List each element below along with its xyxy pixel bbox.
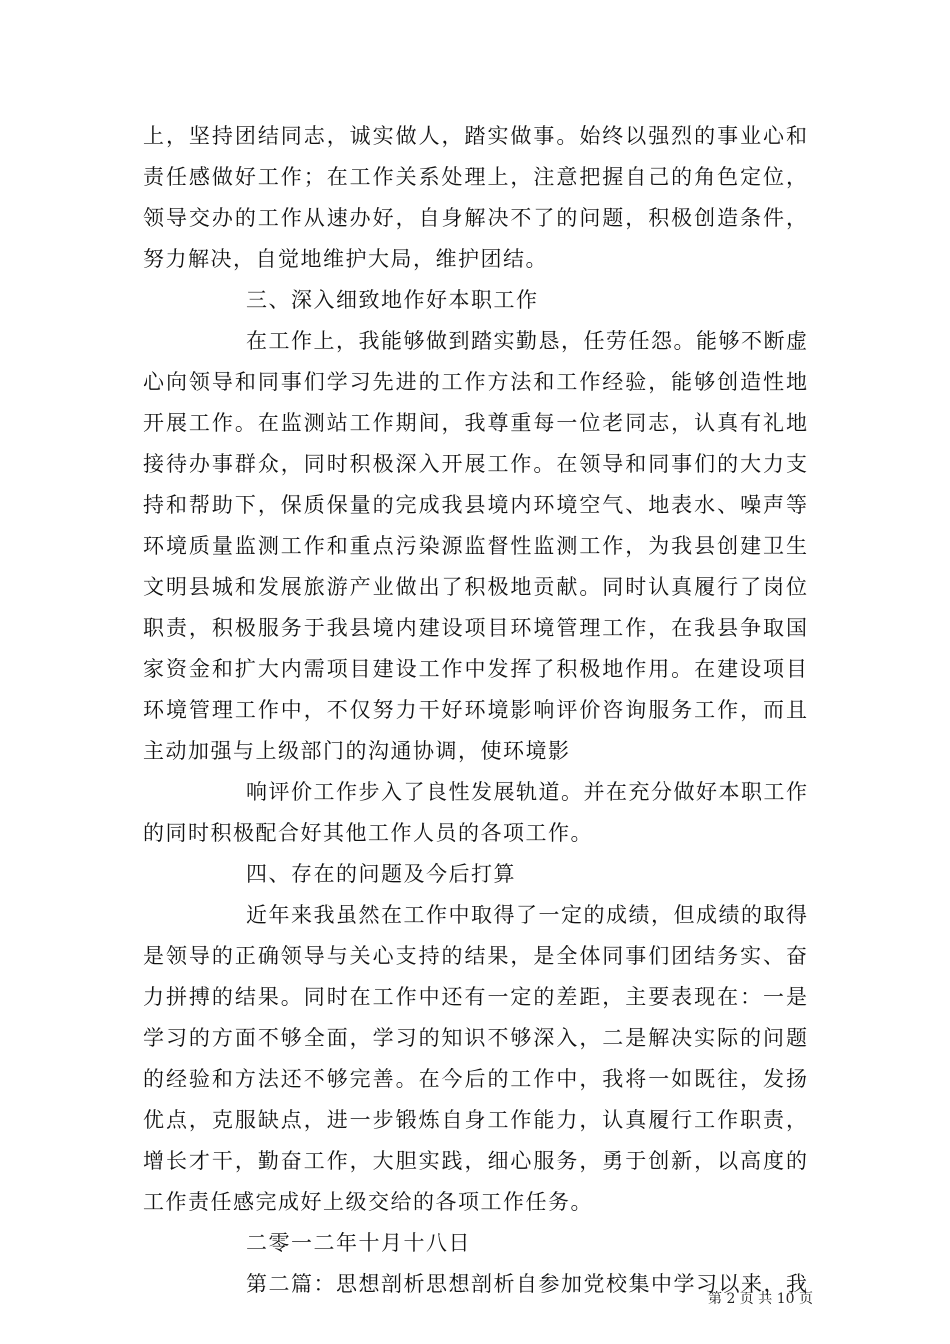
body-text-line: 工作责任感完成好上级交给的各项工作任务。 xyxy=(143,1190,593,1214)
body-text-line: 学习的方面不够全面，学习的知识不够深入，二是解决实际的问题 xyxy=(143,1026,807,1050)
section-heading-4: 四、存在的问题及今后打算 xyxy=(246,862,516,886)
body-text-line: 主动加强与上级部门的沟通协调，使环境影 xyxy=(143,739,571,763)
body-text-line: 力拼搏的结果。同时在工作中还有一定的差距，主要表现在：一是 xyxy=(143,985,807,1009)
body-text-line: 增长才干，勤奋工作，大胆实践，细心服务，勇于创新，以高度的 xyxy=(143,1149,807,1173)
section-heading-3: 三、深入细致地作好本职工作 xyxy=(246,288,539,312)
body-text-line: 的同时积极配合好其他工作人员的各项工作。 xyxy=(143,821,593,845)
body-text-line: 接待办事群众，同时积极深入开展工作。在领导和同事们的大力支 xyxy=(143,452,807,476)
page-number: 第 2 页 共 10 页 xyxy=(708,1291,813,1307)
body-text-line: 领导交办的工作从速办好，自身解决不了的问题，积极创造条件， xyxy=(143,206,807,230)
body-text-line: 优点，克服缺点，进一步锻炼自身工作能力，认真履行工作职责， xyxy=(143,1108,807,1132)
body-text-line: 在工作上，我能够做到踏实勤恳，任劳任怨。能够不断虚 xyxy=(246,329,807,353)
body-text-line: 上，坚持团结同志，诚实做人，踏实做事。始终以强烈的事业心和 xyxy=(143,124,807,148)
body-text-line: 家资金和扩大内需项目建设工作中发挥了积极地作用。在建设项目 xyxy=(143,657,807,681)
next-article-title: 第二篇：思想剖析思想剖析自参加党校集中学习以来，我 xyxy=(246,1272,807,1296)
body-text-line: 环境管理工作中，不仅努力干好环境影响评价咨询服务工作，而且 xyxy=(143,698,807,722)
body-text-line: 心向领导和同事们学习先进的工作方法和工作经验，能够创造性地 xyxy=(143,370,807,394)
body-text-line: 努力解决，自觉地维护大局，维护团结。 xyxy=(143,247,548,271)
body-text-line: 持和帮助下，保质保量的完成我县境内环境空气、地表水、噪声等 xyxy=(143,493,807,517)
body-text-line: 责任感做好工作；在工作关系处理上，注意把握自己的角色定位， xyxy=(143,165,807,189)
body-text-line: 职责，积极服务于我县境内建设项目环境管理工作，在我县争取国 xyxy=(143,616,807,640)
body-text-line: 响评价工作步入了良性发展轨道。并在充分做好本职工作 xyxy=(246,780,807,804)
body-text-line: 近年来我虽然在工作中取得了一定的成绩，但成绩的取得 xyxy=(246,903,807,927)
body-text-line: 是领导的正确领导与关心支持的结果，是全体同事们团结务实、奋 xyxy=(143,944,807,968)
body-text-line: 文明县城和发展旅游产业做出了积极地贡献。同时认真履行了岗位 xyxy=(143,575,807,599)
date-line: 二零一二年十月十八日 xyxy=(246,1231,471,1255)
body-text-line: 开展工作。在监测站工作期间，我尊重每一位老同志，认真有礼地 xyxy=(143,411,807,435)
body-text-line: 的经验和方法还不够完善。在今后的工作中，我将一如既往，发扬 xyxy=(143,1067,807,1091)
body-text-line: 环境质量监测工作和重点污染源监督性监测工作，为我县创建卫生 xyxy=(143,534,807,558)
